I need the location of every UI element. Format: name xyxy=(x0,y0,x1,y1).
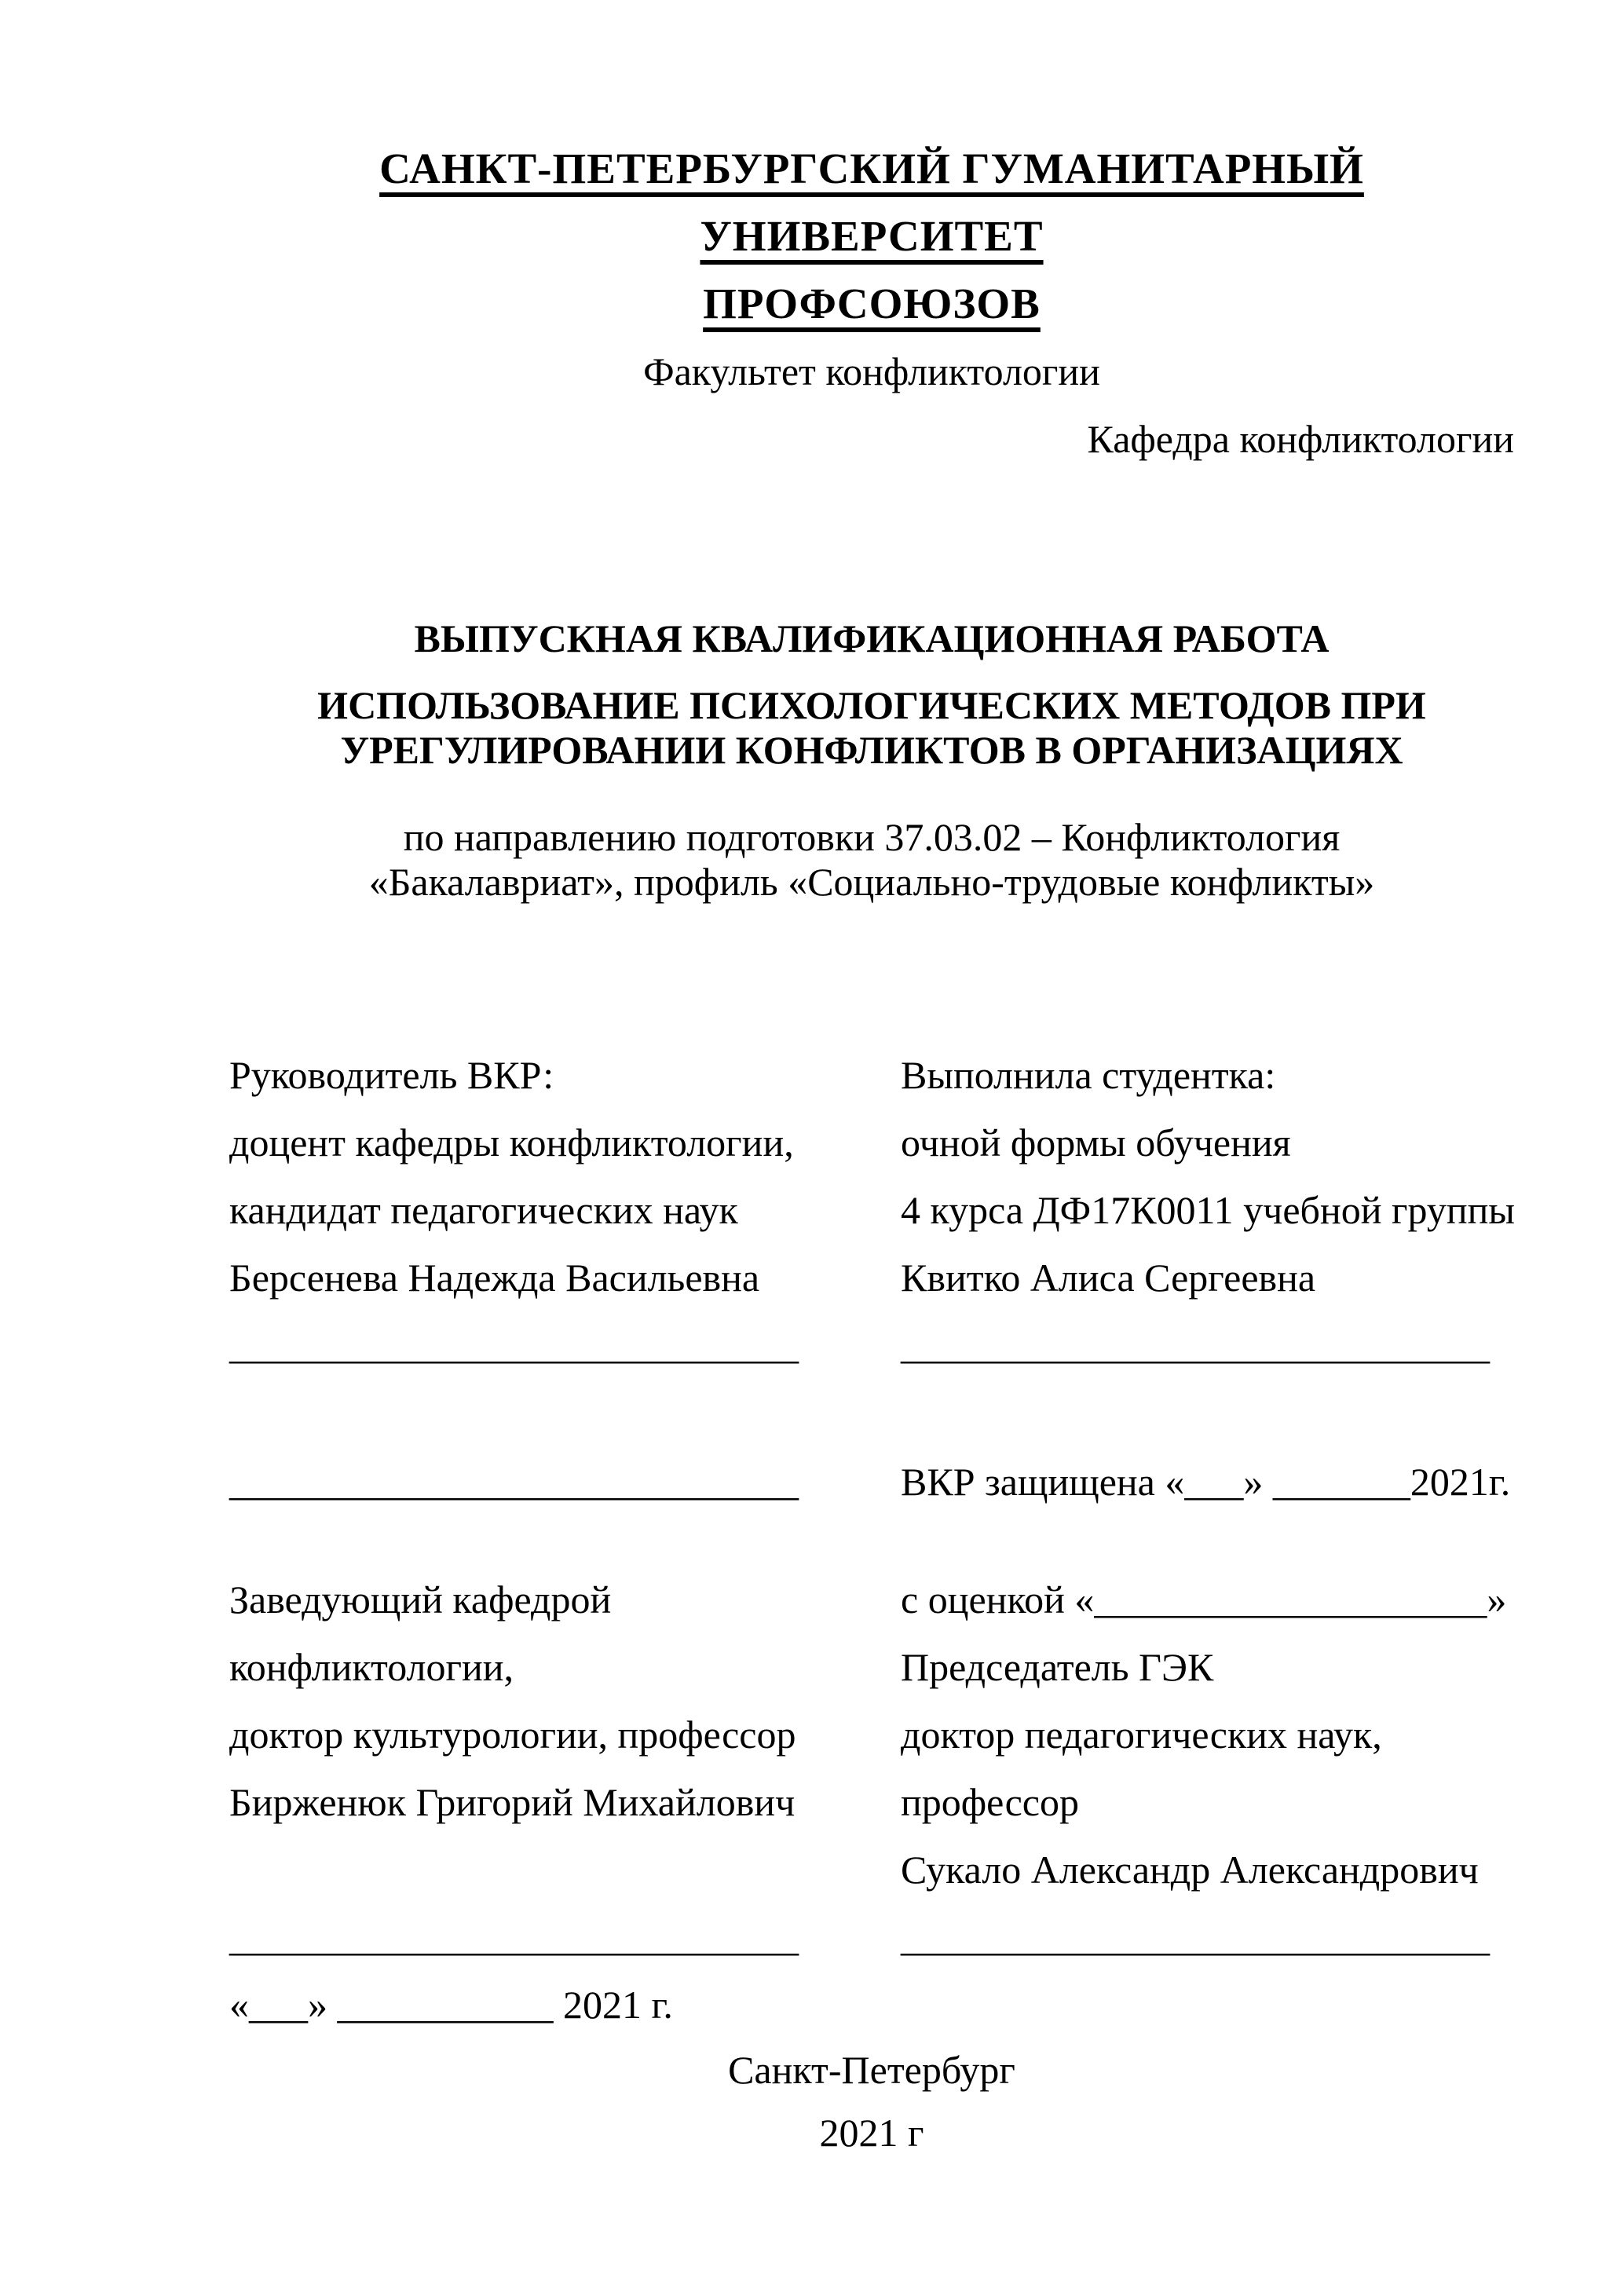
signature-row xyxy=(229,1448,1514,1515)
thesis-title-line1: ИСПОЛЬЗОВАНИЕ ПСИХОЛОГИЧЕСКИХ МЕТОДОВ ПРИ xyxy=(317,683,1426,727)
university-name-line2 xyxy=(229,270,1514,338)
university-name-line2-text: ПРОФСОЮЗОВ xyxy=(703,280,1041,327)
defense-date-line: ВКР защищена «___» _______2021г. xyxy=(901,1460,1511,1504)
signature-row xyxy=(229,1768,1514,1836)
empty-cell xyxy=(229,1836,901,1903)
signatures-section xyxy=(229,1041,1514,2038)
gek-chair-heading: Председатель ГЭК xyxy=(901,1645,1214,1689)
supervisor-name: Берсенева Надежда Васильевна xyxy=(229,1256,760,1300)
signature-row xyxy=(229,1311,1514,1379)
department-head-signature-line: _____________________________ xyxy=(229,1915,799,1959)
signature-row xyxy=(229,1903,1514,1971)
university-name-line1 xyxy=(229,135,1514,270)
student-study-form: очной формы обучения xyxy=(901,1121,1291,1164)
program-info xyxy=(229,815,1514,905)
signature-row xyxy=(229,1176,1514,1244)
department-name: Кафедра конфликтологии xyxy=(1087,417,1514,461)
signature-row xyxy=(229,1244,1514,1311)
supervisor-signature-line: _____________________________ xyxy=(229,1323,799,1367)
signature-row xyxy=(229,1701,1514,1768)
university-name-line1-text: САНКТ-ПЕТЕРБУРГСКИЙ ГУМАНИТАРНЫЙ УНИВЕРСИТЕТ xyxy=(379,144,1364,260)
department-head-heading: Заведующий кафедрой xyxy=(229,1578,612,1621)
supervisor-signature-line-2: _____________________________ xyxy=(229,1460,799,1504)
gek-chair-name: Сукало Александр Александрович xyxy=(901,1848,1479,1892)
gek-chair-title: профессор xyxy=(901,1780,1079,1824)
student-name: Квитко Алиса Сергеевна xyxy=(901,1256,1316,1300)
signature-row xyxy=(229,1633,1514,1701)
department-head-date-line: «___» ___________ 2021 г. xyxy=(229,1983,673,2027)
program-profile: «Бакалавриат», профиль «Социально-трудовые конфликты» xyxy=(368,860,1375,904)
student-group: 4 курса ДФ17К0011 учебной группы xyxy=(901,1188,1515,1232)
thesis-title-line2: УРЕГУЛИРОВАНИИ КОНФЛИКТОВ В ОРГАНИЗАЦИЯХ xyxy=(340,728,1403,772)
department-head-degree: доктор культурологии, профессор xyxy=(229,1713,796,1757)
faculty-name: Факультет конфликтологии xyxy=(643,349,1100,393)
gek-chair-signature-line: ______________________________ xyxy=(901,1915,1490,1959)
grade-line: с оценкой «____________________» xyxy=(901,1578,1507,1621)
signature-row xyxy=(229,1109,1514,1176)
empty-cell xyxy=(901,1971,1514,2038)
work-type-heading: ВЫПУСКНАЯ КВАЛИФИКАЦИОННАЯ РАБОТА xyxy=(414,616,1330,660)
student-heading: Выполнила студентка: xyxy=(901,1053,1276,1097)
city: Санкт-Петербург xyxy=(728,2048,1015,2092)
signature-row xyxy=(229,1971,1514,2038)
signature-row xyxy=(229,1566,1514,1633)
supervisor-heading: Руководитель ВКР: xyxy=(229,1053,554,1097)
signature-row xyxy=(229,1836,1514,1903)
year: 2021 г xyxy=(819,2111,924,2155)
program-direction: по направлению подготовки 37.03.02 – Конфликтология xyxy=(403,815,1341,859)
thesis-title xyxy=(229,683,1514,773)
supervisor-degree: кандидат педагогических наук xyxy=(229,1188,738,1232)
supervisor-position: доцент кафедры конфликтологии, xyxy=(229,1121,794,1164)
department-head-name: Бирженюк Григорий Михайлович xyxy=(229,1780,796,1824)
gek-chair-degree: доктор педагогических наук, xyxy=(901,1713,1382,1757)
department-head-heading-2: конфликтологии, xyxy=(229,1645,514,1689)
student-signature-line: ______________________________ xyxy=(901,1323,1490,1367)
signature-row xyxy=(229,1041,1514,1109)
